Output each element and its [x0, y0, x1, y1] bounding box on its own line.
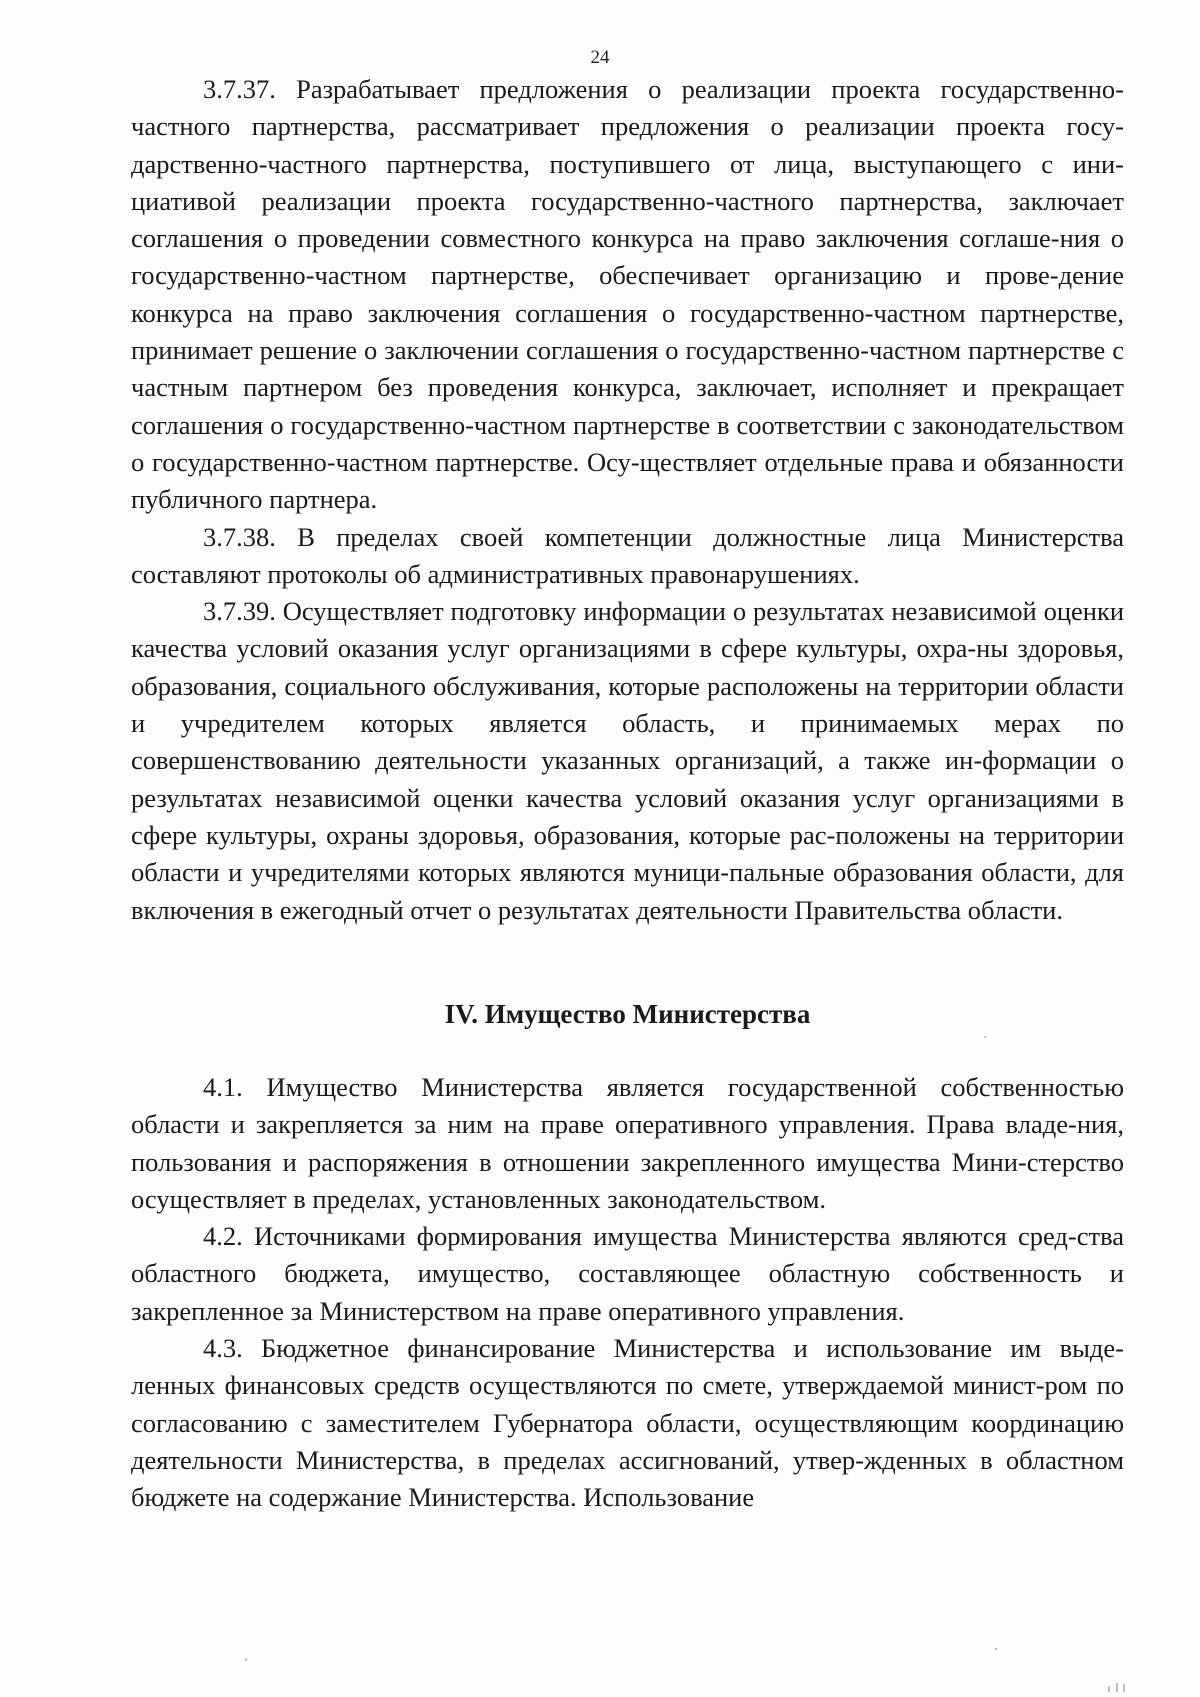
bottom-text-block — [131, 1069, 1124, 1517]
top-text-block — [131, 71, 1124, 929]
scan-speck — [995, 1648, 997, 1650]
scan-speck — [1123, 1684, 1125, 1692]
paragraph-4-3: 4.3. Бюджетное финансирование Министерства и использование им выде-ленных финансовых средств осуществляются по смете, утверждаемой минист-ром по согласованию с заместителем Губернатора области, осуществляющим координацию деятельности Министерства, в пределах ассигнований, утвер-жденных в областном бюджете на содержание Министерства. Использование — [131, 1333, 1124, 1513]
paragraph-4-2: 4.2. Источниками формирования имущества Министерства являются сред-ства областного бюджета, имущество, составляющее областную собственность и закрепленное за Министерством на праве оперативного управления. — [131, 1221, 1124, 1326]
paragraph-3-7-38: 3.7.38. В пределах своей компетенции должностные лица Министерства составляют протоколы об административных правонарушениях. — [131, 521, 1124, 589]
scan-speck — [1108, 1686, 1110, 1692]
paragraph-3-7-37: 3.7.37. Разрабатывает предложения о реализации проекта государственно-частного партнерства, рассматривает предложения о реализации проекта госу-дарственно-частного партнерства, поступившего от лица, выступающего с ини-циативой реализации проекта государственно-частного партнерства, заключает соглашения о проведении совместного конкурса на право заключения соглаше-ния о государственно-частном партнерстве, обеспечивает организацию и прове-дение конкурса на право заключения соглашения о государственно-частном партнерстве, принимает решение о заключении соглашения о государственно-частном партнерстве с частным партнером без проведения конкурса, заключает, исполняет и прекращает соглашения о государственно-частном партнерстве в соответствии с законодательством о государственно-частном партнерстве. Осу-ществляет отдельные права и обязанности публичного партнера. — [131, 74, 1124, 515]
scan-speck — [984, 1036, 986, 1038]
page-number: 24 — [590, 47, 610, 68]
paragraph-4-1: 4.1. Имущество Министерства является государственной собственностью области и закрепляется за ним на праве оперативного управления. Права владе-ния, пользования и распоряжения в отношении закрепленного имущества Мини-стерство осуществляет в пределах, установленных законодательством. — [131, 1072, 1124, 1214]
scan-speck — [1116, 1683, 1118, 1692]
section-heading: IV. Имущество Министерства — [444, 999, 811, 1029]
scan-speck — [245, 1658, 247, 1661]
paragraph-3-7-39: 3.7.39. Осуществляет подготовку информации о результатах независимой оценки качества условий оказания услуг организациями в сфере культуры, охра-ны здоровья, образования, социального обслуживания, которые расположены на территории области и учредителем которых является область, и принимаемых мерах по совершенствованию деятельности указанных организаций, а также ин-формации о результатах независимой оценки качества условий оказания услуг организациями в сфере культуры, охраны здоровья, образования, которые рас-положены на территории области и учредителями которых являются муници-пальные образования области, для включения в ежегодный отчет о результатах деятельности Правительства области. — [131, 596, 1124, 925]
